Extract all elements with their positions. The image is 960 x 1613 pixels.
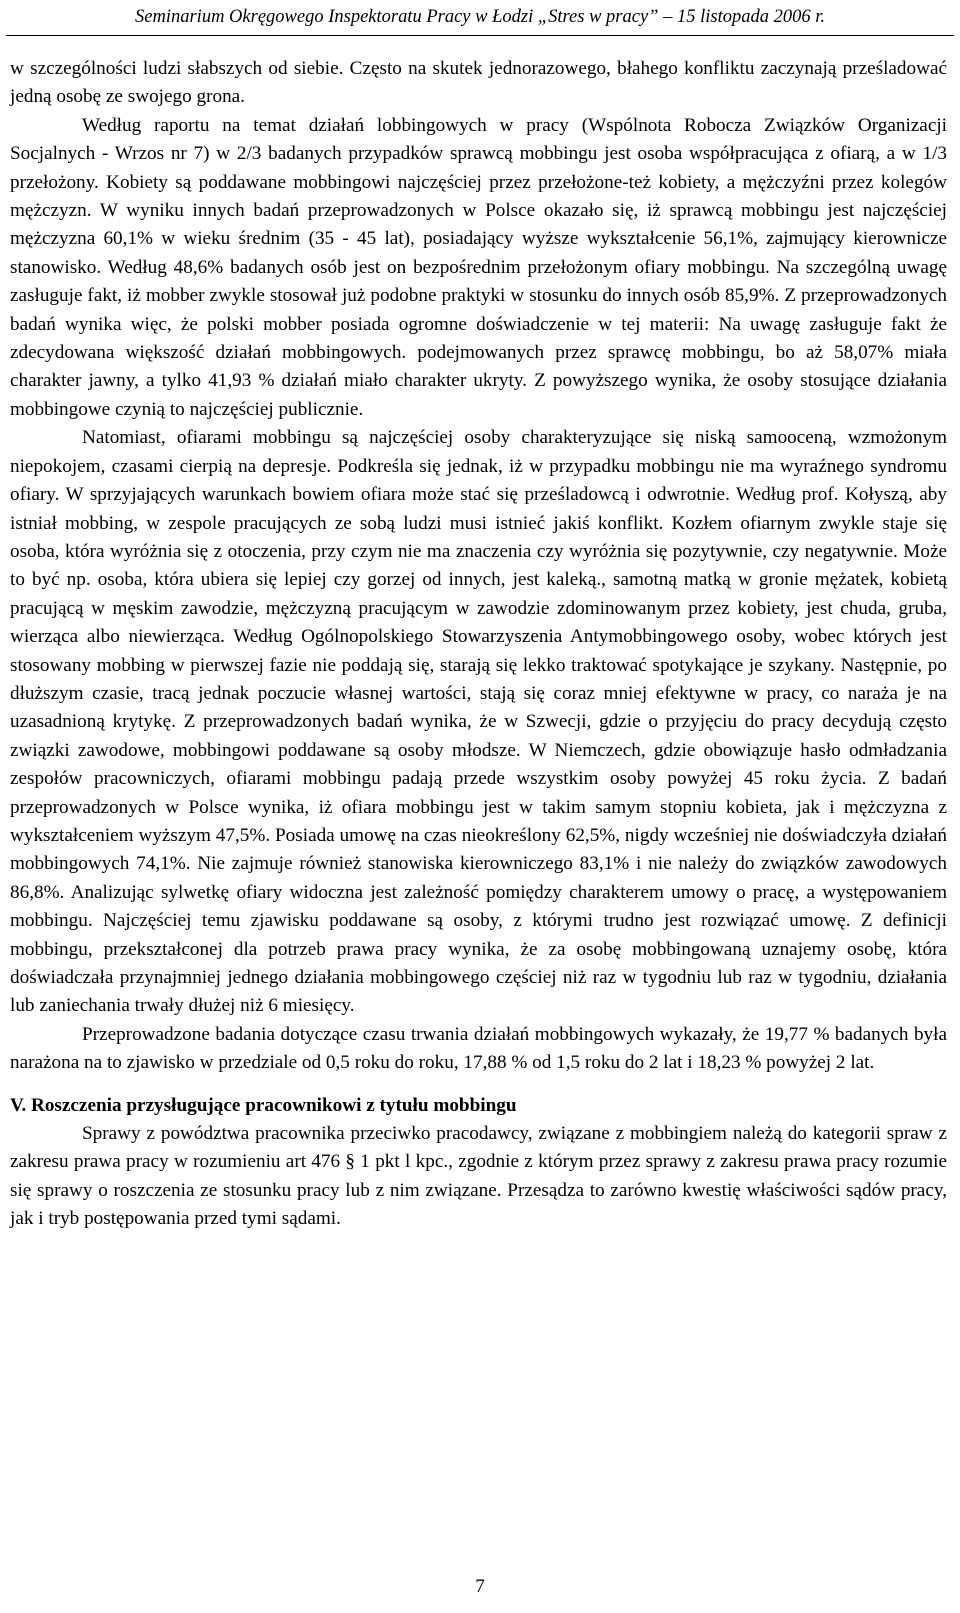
document-body (10, 55, 947, 1234)
header-text: Seminarium Okręgowego Inspektoratu Pracy w Łodzi „Stres w pracy” – 15 listopada 2006 r. (135, 7, 825, 27)
paragraph-mobbing-victims: Natomiast, ofiarami mobbingu są najczęściej osoby charakteryzujące się niską samooceną, wzmożonym niepokojem, czasami cierpią na depresje. Podkreśla się jednak, iż w przypadku mobbingu nie ma wyraźnego syndromu ofiary. W sprzyjających warunkach bowiem ofiara może stać się prześladowcą i odwrotnie. Według prof. Kołyszą, aby istniał mobbing, w zespole pracujących ze sobą ludzi musi istnieć jakiś konflikt. Kozłem ofiarnym zwykle staje się osoba, która wyróżnia się z otoczenia, przy czym nie ma znaczenia czy wyróżnia się pozytywnie, czy negatywnie. Może to być np. osoba, która ubiera się lepiej czy gorzej od innych, jest kaleką., samotną matką w gronie mężatek, kobietą pracującą w męskim zawodzie, mężczyzną pracującym w zawodzie zdominowanym przez kobiety, jest chuda, gruba, wierząca albo niewierząca. Według Ogólnopolskiego Stowarzyszenia Antymobbingowego osoby, wobec których jest stosowany mobbing w pierwszej fazie nie poddają się, starają się lekko traktować spotykające je szykany. Następnie, po dłuższym czasie, tracą jednak poczucie własnej wartości, stają się coraz mniej efektywne w pracy, co naraża je na uzasadnioną krytykę. Z przeprowadzonych badań wynika, że w Szwecji, gdzie o przyjęciu do pracy decydują często związki zawodowe, mobbingowi poddawane są osoby młodsze. W Niemczech, gdzie obowiązuje hasło odmładzania zespołów pracowniczych, ofiarami mobbingu padają przede wszystkim osoby powyżej 45 roku życia. Z badań przeprowadzonych w Polsce wynika, iż ofiara mobbingu jest w takim samym stopniu kobieta, jak i mężczyzna z wykształceniem wyższym 47,5%. Posiada umowę na czas nieokreślony 62,5%, nigdy wcześniej nie doświadczyła działań mobbingowych 74,1%. Nie zajmuje również stanowiska kierowniczego 83,1% i nie należy do związków zawodowych 86,8%. Analizując sylwetkę ofiary widoczna jest zależność pomiędzy charakterem umowy o pracę, a występowaniem mobbingu. Najczęściej temu zjawisku poddawane są osoby, z którymi trudno jest rozwiązać umowę. Z definicji mobbingu, przekształconej dla potrzeb prawa pracy wynika, że za osobę mobbingowaną uznajemy osobę, która doświadczała przynajmniej jednego działania mobbingowego częściej niż raz w tygodniu lub raz w tygodniu, działania lub zaniechania trwały dłużej niż 6 miesięcy. (10, 427, 947, 1017)
section-heading: V. Roszczenia przysługujące pracownikowi z tytułu mobbingu (10, 1094, 517, 1116)
paragraph-continuation: w szczególności ludzi słabszych od siebie. Często na skutek jednorazowego, błahego konfliktu zaczynają prześladować jedną osobę ze swojego grona. (10, 58, 947, 108)
page-header (0, 0, 960, 44)
paragraph-claims: Sprawy z powództwa pracownika przeciwko pracodawcy, związane z mobbingiem należą do kategorii spraw z zakresu prawa pracy w rozumieniu art 476 § 1 pkt l kpc., zgodnie z którym przez sprawy z zakresu prawa pracy rozumie się sprawy o roszczenia ze stosunku pracy lub z nim związane. Przesądza to zarówno kwestię właściwości sądów pracy, jak i tryb postępowania przed tymi sądami. (10, 1123, 947, 1230)
paragraph-mobbing-perpetrators: Według raportu na temat działań lobbingowych w pracy (Wspólnota Robocza Związków Organizacji Socjalnych - Wrzos nr 7) w 2/3 badanych przypadków sprawcą mobbingu jest osoba współpracująca z ofiarą, a w 1/3 przełożony. Kobiety są poddawane mobbingowi najczęściej przez przełożone-też kobiety, a mężczyźni przez kolegów mężczyzn. W wyniku innych badań przeprowadzonych w Polsce okazało się, iż sprawcą mobbingu jest najczęściej mężczyzna 60,1% w wieku średnim (35 - 45 lat), posiadający wyższe wykształcenie 56,1%, zajmujący kierownicze stanowisko. Według 48,6% badanych osób jest on bezpośrednim przełożonym ofiary mobbingu. Na szczególną uwagę zasługuje fakt, iż mobber zwykle stosował już podobne praktyki w stosunku do innych osób 85,9%. Z przeprowadzonych badań wynika więc, że polski mobber posiada ogromne doświadczenie w tej materii: Na uwagę zasługuje fakt że zdecydowana większość działań mobbingowych. podejmowanych przez sprawcę mobbingu, bo aż 58,07% miała charakter jawny, a tylko 41,93 % działań miało charakter ukryty. Z powyższego wynika, że osoby stosujące działania mobbingowe czynią to najczęściej publicznie. (10, 114, 947, 420)
paragraph-mobbing-duration: Przeprowadzone badania dotyczące czasu trwania działań mobbingowych wykazały, że 19,77 % badanych była narażona na to zjawisko w przedziale od 0,5 roku do roku, 17,88 % od 1,5 roku do 2 lat i 18,23 % powyżej 2 lat. (10, 1023, 947, 1074)
page-number: 7 (475, 1576, 485, 1597)
header-divider (6, 35, 954, 36)
